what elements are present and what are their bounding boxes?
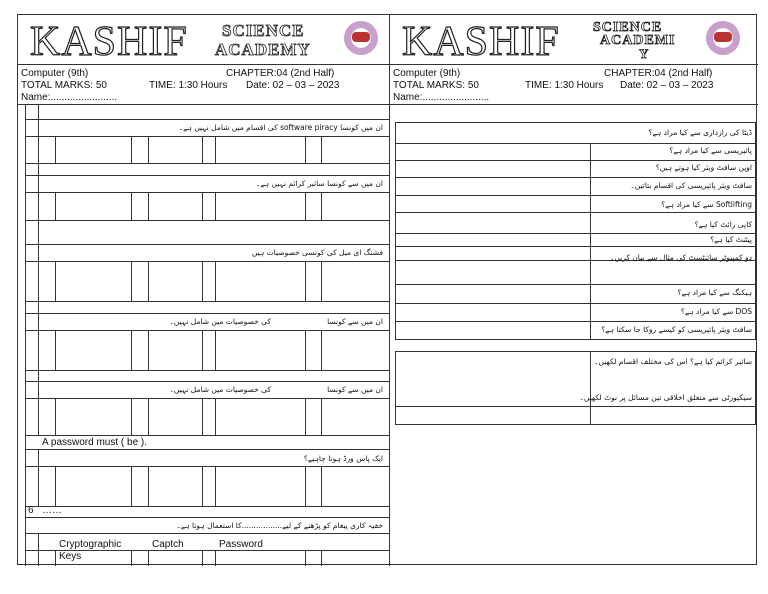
short-question-6: کاپی رائٹ کیا ہے؟	[694, 220, 752, 229]
short-question-3: اوپن سافٹ ویئر کیا ہوتے ہیں؟	[655, 163, 752, 172]
mcq-7-number: 6	[28, 505, 34, 516]
mcq-2-question: ان میں سے کونسا سائبر کرائم نہیں ہے۔	[255, 179, 383, 188]
academy-label-right: ACADEMI	[600, 33, 676, 48]
subject: Computer (9th)	[21, 68, 89, 79]
science-label-right: SCIENCE	[593, 20, 663, 35]
right-header	[390, 15, 758, 65]
short-question-8: دو کمپیوٹر سائنٹسٹ کی مثال سے بیان کریں۔	[610, 253, 752, 262]
short-question-9: ہیکنگ سے کیا مراد ہے؟	[677, 288, 752, 297]
short-question-7: پیٹنٹ کیا ہے؟	[710, 235, 752, 244]
brand-title-right: KASHIF	[402, 19, 560, 65]
science-label: SCIENCE	[222, 21, 305, 40]
total-marks: TOTAL MARKS: 50	[21, 80, 107, 91]
date: Date: 02 – 03 – 2023	[246, 80, 340, 91]
short-question-10: DOS سے کیا مراد ہے؟	[680, 307, 752, 316]
long-question-2: سیکیورٹی سے متعلق اخلاقی تین مسائل پر نوٹ لکھیں۔	[579, 393, 752, 402]
left-header	[18, 15, 389, 65]
brand-title: KASHIF	[30, 19, 188, 65]
mcq-7-option-1: Cryptographic Keys	[59, 539, 122, 562]
short-question-4: سافٹ ویئر پائیریسی کی اقسام بتائیں۔	[630, 181, 752, 190]
mcq-3-question: فشنگ ای میل کی کونسی خصوصیات ہیں	[251, 248, 383, 257]
mcq-6-question-en: A password must ( be ).	[42, 437, 148, 448]
date: Date: 02 – 03 – 2023	[620, 80, 714, 91]
short-question-1: ڈیٹا کی رازداری سے کیا مراد ہے؟	[648, 128, 752, 137]
short-question-2: پائیریسی سے کیا مراد ہے؟	[669, 146, 752, 155]
time: TIME: 1:30 Hours	[525, 80, 604, 91]
mcq-7-option-2: Captch	[152, 539, 184, 550]
long-question-1: سائبر کرائم کیا ہے؟ اس کی مختلف اقسام لکھیں۔	[594, 357, 752, 366]
mcq-5-question-start: ان میں سے کونسا	[327, 385, 383, 394]
name-field: Name:........................	[21, 92, 118, 103]
academy-logo-icon	[706, 21, 740, 55]
academy-logo-icon	[344, 21, 378, 55]
mcq-4-question-start: ان میں سے کونسا	[327, 317, 383, 326]
mcq-4-question-end: کی خصوصیات میں شامل نہیں۔	[169, 317, 271, 326]
mcq-5-question-end: کی خصوصیات میں شامل نہیں۔	[169, 385, 271, 394]
chapter: CHAPTER:04 (2nd Half)	[226, 68, 335, 79]
subject: Computer (9th)	[393, 68, 461, 79]
right-paper	[390, 15, 758, 566]
academy-label: ACADEMY	[215, 40, 311, 59]
mcq-7-option-3: Password	[219, 539, 263, 550]
left-info	[18, 66, 389, 105]
mcq-6-question: ایک پاس ورڈ ہونا چاہیے؟	[303, 454, 383, 463]
name-field: Name:........................	[393, 92, 490, 103]
short-question-11: سافٹ ویئر پائیریسی کو کیسے روکا جا سکتا ہے؟	[601, 325, 752, 334]
time: TIME: 1:30 Hours	[149, 80, 228, 91]
question-paper	[17, 14, 757, 565]
mcq-7-question: خفیہ کاری پیغام کو پڑھنے کے لیے.................کا استعمال ہوتا ہے۔	[176, 521, 383, 530]
academy-label-right-tail: Y	[639, 46, 650, 61]
short-question-5: Softlifting سے کیا مراد ہے؟	[661, 200, 752, 209]
chapter: CHAPTER:04 (2nd Half)	[604, 68, 713, 79]
mcq-1-question: ان میں کونسا software piracy کی اقسام میں شامل نہیں ہے۔	[178, 123, 383, 132]
left-paper	[18, 15, 390, 566]
right-info	[390, 66, 758, 105]
total-marks: TOTAL MARKS: 50	[393, 80, 479, 91]
mcq-7-dots: ……	[42, 505, 62, 516]
